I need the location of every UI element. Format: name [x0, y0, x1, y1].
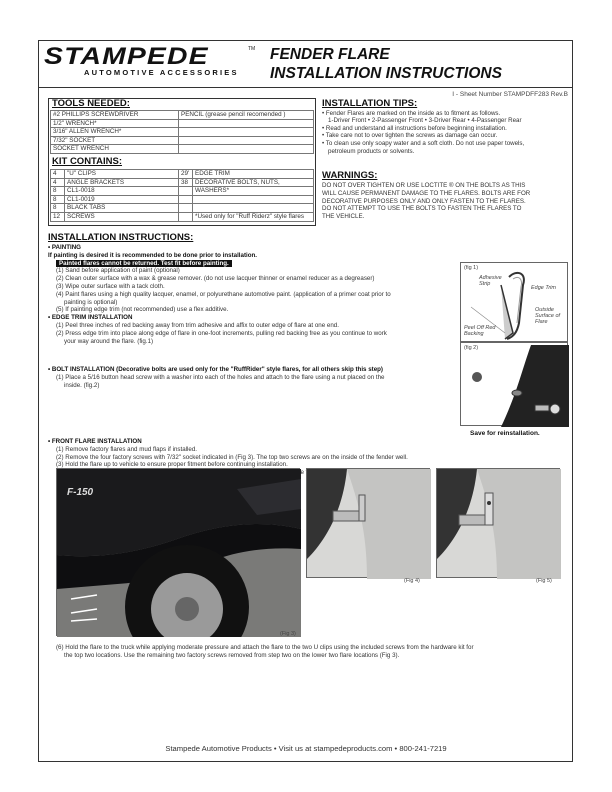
painting-title: • PAINTING: [48, 244, 81, 251]
front-step: (2) Remove the four factory screws with 7/32" socket indicated in (Fig 3). The top two screws are on the inside of the fender well.: [56, 453, 408, 461]
tools-cell: PENCIL (grease pencil recomended ): [179, 111, 314, 120]
painting-section: [48, 244, 458, 345]
kit-item: "U" CLIPS: [65, 170, 179, 179]
warning-line: WILL CAUSE PERMANENT DAMAGE TO THE FLARES. BOLTS ARE FOR: [322, 189, 531, 197]
logo-subtitle: AUTOMOTIVE ACCESSORIES: [84, 68, 239, 77]
warning-line: DECORATIVE PURPOSES ONLY AND ONLY FASTEN TO THE FLARES.: [322, 197, 526, 205]
painting-step: (2) Clean outer surface with a wax & grease remover. (do not use lacquer thinner or enamel reducer as a degreaser): [56, 275, 375, 283]
front-step: (6) Hold the flare to the truck while applying moderate pressure and attach the flare to the two U clips using the included screws from the hardware kit for: [56, 644, 474, 651]
header: [38, 40, 573, 88]
edge-trim-step: (2) Press edge trim into place along edge of flare in one-foot increments, pulling red backing free as you continue to work: [56, 329, 387, 337]
warning-line: DO NOT OVER TIGHTEN OR USE LOCTITE ® ON THE BOLTS AS THIS: [322, 182, 526, 189]
kit-qty: [179, 195, 193, 204]
tools-cell: 7/32" SOCKET: [51, 136, 179, 145]
fig3-label: (Fig 3): [280, 631, 296, 637]
title-line-2: INSTALLATION INSTRUCTIONS: [270, 65, 502, 82]
kit-heading: KIT CONTAINS:: [52, 156, 123, 167]
fig1-adhesive-label: Adhesive Strip: [479, 275, 502, 287]
figure-4: [306, 468, 430, 578]
warnings-text: [322, 182, 566, 221]
tools-cell: [179, 119, 314, 128]
fig1-label: (fig 1): [464, 265, 479, 271]
tools-cell: #2 PHILLIPS SCREWDRIVER: [51, 111, 179, 120]
kit-item: ANGLE BRACKETS: [65, 178, 179, 187]
front-title: • FRONT FLARE INSTALLATION: [48, 438, 142, 445]
kit-qty: [179, 212, 193, 221]
sheet-number: I - Sheet Number STAMPDFF283 Rev.B: [452, 91, 568, 98]
bolt-title: • BOLT INSTALLATION (Decorative bolts are used only for the "RuffRider" style flares, for all others skip this step): [48, 366, 383, 373]
tools-table: [50, 110, 314, 154]
tools-heading: TOOLS NEEDED:: [52, 98, 130, 109]
kit-qty: 8: [51, 204, 65, 213]
tools-cell: [179, 128, 314, 137]
fig2-label: (fig 2): [464, 345, 479, 351]
kit-qty: 8: [51, 187, 65, 196]
front-step-6: [56, 644, 556, 660]
kit-item: [193, 195, 314, 204]
tip-line: • Read and understand all instructions before beginning installation.: [322, 124, 507, 132]
warning-line: DO NOT ATTEMPT TO USE THE BOLTS TO FASTEN THE FLARES TO: [322, 205, 522, 213]
edge-trim-step: your way around the flare. (fig.1): [64, 337, 154, 345]
figure-5: [436, 468, 560, 578]
warnings-heading: WARNINGS:: [322, 170, 378, 181]
figure-3: [56, 468, 300, 636]
fig5-photo: [437, 469, 561, 579]
kit-qty: 4: [51, 170, 65, 179]
fig1-edge-label: Edge Trim: [531, 285, 556, 291]
logo: STAMPEDE: [44, 43, 209, 70]
fig1-peel-label: Peel Off Red Backing: [464, 325, 496, 337]
tip-line: • To clean use only soapy water and a soft cloth. Do not use paper towels,: [322, 139, 525, 147]
kit-item: WASHERS*: [193, 187, 314, 196]
kit-qty: 12: [51, 212, 65, 221]
warning-line: THE VEHICLE.: [322, 213, 365, 221]
kit-item: CL1-0019: [65, 195, 179, 204]
tip-line: 1-Driver Front • 2-Passenger Front • 3-Driver Rear • 4-Passenger Rear: [328, 117, 522, 125]
fig4-photo: [307, 469, 431, 579]
tools-cell: 1/2" WRENCH*: [51, 119, 179, 128]
painting-step: (1) Sand before application of paint (optional): [56, 267, 180, 275]
painting-step: painting is optional): [64, 298, 118, 306]
instructions-heading: INSTALLATION INSTRUCTIONS:: [48, 232, 194, 243]
kit-qty: [179, 187, 193, 196]
front-step: (1) Remove factory flares and mud flaps if installed.: [56, 445, 197, 453]
logo-tm: TM: [248, 46, 256, 52]
kit-qty: 29': [179, 170, 193, 179]
bolt-step: (1) Place a 5/16 button head screw with a washer into each of the holes and attach to the flare using a nut placed on the: [56, 373, 385, 381]
kit-item: EDGE TRIM: [193, 170, 314, 179]
painting-step: (4) Paint flares using a high quality lacquer, enamel, or polyurethane automotive paint. (application of a primer coat prior to: [56, 290, 391, 298]
kit-qty: [179, 204, 193, 213]
fig3-badge: F-150: [67, 487, 94, 498]
fig2-illustration: [461, 343, 569, 427]
kit-item: SCREWS: [65, 212, 179, 221]
front-step: (3) Hold the flare up to vehicle to ensure proper fitment before continuing installation.: [56, 461, 288, 469]
tip-line: petroleum products or solvents.: [328, 147, 415, 155]
installation-tips: [322, 100, 566, 155]
front-step: the top two locations. Use the remaining two factory screws removed from step two on the lower two flare locations (Fig 3).: [64, 651, 400, 659]
tools-cell: [179, 145, 314, 154]
tools-cell: 3/16" ALLEN WRENCH*: [51, 128, 179, 137]
edge-trim-step: (1) Peel three inches of red backing away from trim adhesive and affix to outer edge of flare at one end.: [56, 321, 339, 329]
tip-line: • Take care not to over tighten the screws as damage can occur.: [322, 132, 498, 140]
figure-1: [460, 262, 568, 342]
fig5-label: (Fig 5): [536, 578, 552, 584]
tools-cell: SOCKET WRENCH: [51, 145, 179, 154]
kit-qty: 38: [179, 178, 193, 187]
kit-note: *Used only for "Ruff Riderz" style flares: [193, 212, 314, 221]
painting-step: (5) If painting edge trim (not recommended) use a flex additive.: [56, 306, 229, 314]
kit-qty: 8: [51, 195, 65, 204]
fig4-label: (Fig 4): [404, 578, 420, 584]
painting-lead: If painting is desired it is recommended to be done prior to installation.: [48, 251, 258, 259]
bolt-section: [48, 366, 468, 389]
bolt-step: inside. (fig.2): [64, 381, 100, 389]
fig3-truck-photo: [57, 469, 301, 637]
edge-trim-title: • EDGE TRIM INSTALLATION: [48, 314, 133, 322]
kit-item: DECORATIVE BOLTS, NUTS,: [193, 178, 314, 187]
save-note: Save for reinstallation.: [470, 430, 540, 437]
kit-table: [50, 169, 314, 222]
fig1-outside-label: Outside Surface of Flare: [535, 307, 561, 325]
tips-heading: INSTALLATION TIPS:: [322, 98, 418, 109]
painting-step: (3) Wipe outer surface with a tack cloth.: [56, 282, 165, 290]
footer: Stampede Automotive Products • Visit us at stampedeproducts.com • 800-241-7219: [165, 744, 447, 753]
tools-cell: [179, 136, 314, 145]
kit-qty: 4: [51, 178, 65, 187]
figure-2: [460, 342, 568, 426]
kit-item: BLACK TABS: [65, 204, 179, 213]
title-line-1: FENDER FLARE: [270, 46, 390, 63]
kit-item: [193, 204, 314, 213]
painting-warning-bar: Painted flares cannot be returned. Test fit before painting.: [56, 260, 232, 267]
tip-line: • Fender Flares are marked on the inside as to fitment as follows.: [322, 109, 501, 117]
kit-item: CL1-0018: [65, 187, 179, 196]
